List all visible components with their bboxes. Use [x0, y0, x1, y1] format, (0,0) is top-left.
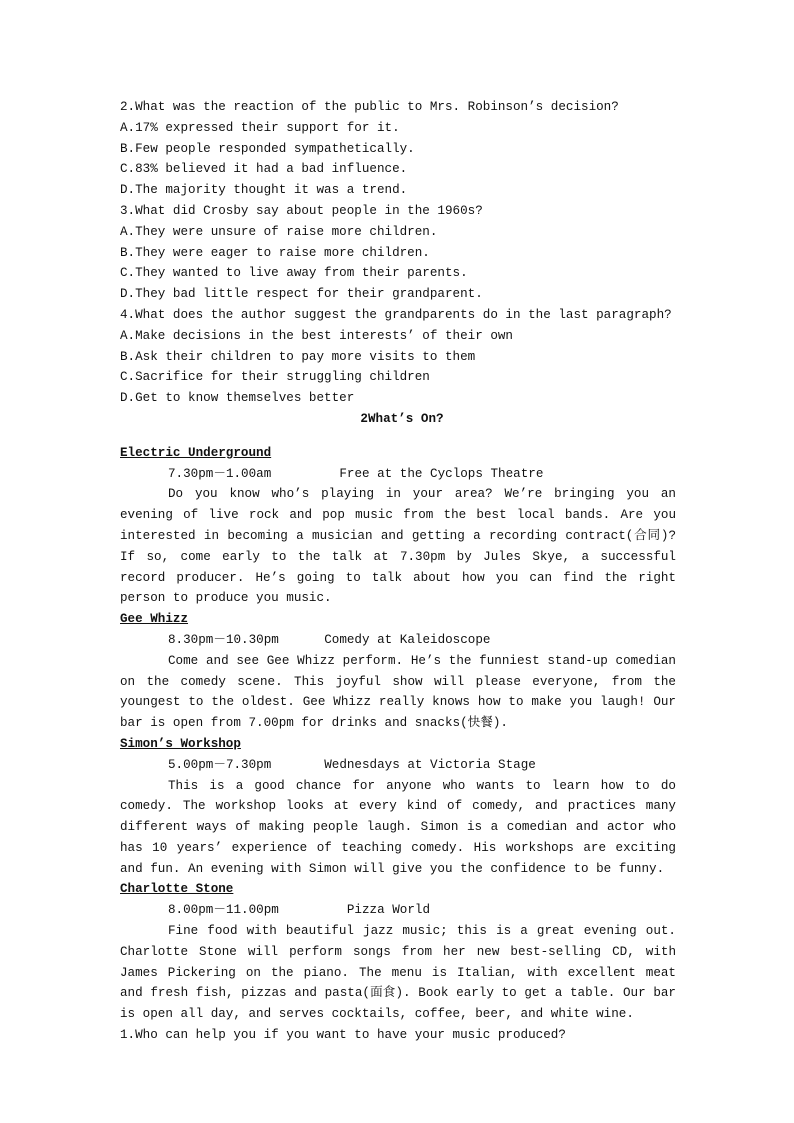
option-line: C.83% believed it had a bad influence. [120, 162, 408, 177]
option-line: B.They were eager to raise more children. [120, 245, 430, 260]
option-line: A.17% expressed their support for it. [120, 120, 400, 135]
event-heading: Gee Whizz [120, 612, 189, 627]
option-line: D.They bad little respect for their grandparent. [120, 287, 483, 302]
question-line: 1.Who can help you if you want to have your music produced? [120, 1028, 566, 1043]
event-block [120, 443, 676, 609]
event-block [120, 609, 676, 734]
option-line: D.The majority thought it was a trend. [120, 183, 408, 198]
event-time: 5.00pm－7.30pm [168, 757, 272, 772]
event-time: 8.00pm－11.00pm [168, 903, 279, 918]
event-description: Fine food with beautiful jazz music; this is a great evening out. Charlotte Stone will perform songs from her new best-selling CD, with James Pickering on the piano. The menu is Italian, with excellent meat and fresh fish, pizzas and pasta(面食). Book early to get a table. Our bar is open all day, and serves cocktails, coffee, beer, and white wine. [120, 924, 676, 1022]
event-meta [120, 630, 676, 651]
option-line: B.Few people responded sympathetically. [120, 141, 415, 156]
event-time: 7.30pm－1.00am [168, 466, 272, 481]
question-line: 4.What does the author suggest the grandparents do in the last paragraph? [120, 307, 672, 322]
option-line: B.Ask their children to pay more visits to them [120, 349, 476, 364]
option-line: C.Sacrifice for their struggling children [120, 370, 430, 385]
event-description: This is a good chance for anyone who wants to learn how to do comedy. The workshop looks at every kind of comedy, and practices many different ways of making people laugh. Simon is a comedian and actor who has 10 years’ experience of teaching comedy. His workshops are exciting and fun. An evening with Simon will give you the confidence to be funny. [120, 778, 676, 876]
event-description: Come and see Gee Whizz perform. He’s the funniest stand-up comedian on the comedy scene. This joyful show will please everyone, from the youngest to the oldest. Gee Whizz really knows how to make you laugh! Our bar is open from 7.00pm for drinks and snacks(快餐). [120, 653, 676, 731]
event-meta [120, 755, 676, 776]
event-block [120, 879, 676, 1025]
event-place: Pizza World [346, 903, 431, 918]
event-place: Comedy at Kaleidoscope [324, 632, 491, 647]
event-heading: Electric Underground [120, 445, 272, 460]
question-line: 2.What was the reaction of the public to Mrs. Robinson’s decision? [120, 100, 619, 114]
event-time: 8.30pm－10.30pm [168, 632, 279, 647]
event-place: Free at the Cyclops Theatre [339, 466, 544, 481]
document-content [120, 97, 676, 1046]
event-block [120, 734, 676, 880]
event-place: Wednesdays at Victoria Stage [324, 757, 536, 772]
blank-line [120, 430, 676, 443]
option-line: D.Get to know themselves better [120, 391, 355, 406]
option-line: A.Make decisions in the best interests’ of their own [120, 328, 513, 343]
option-line: C.They wanted to live away from their parents. [120, 266, 468, 281]
event-heading: Charlotte Stone [120, 882, 234, 897]
event-description: Do you know who’s playing in your area? We’re bringing you an evening of live rock and pop music from the best local bands. Are you interested in becoming a musician and getting a recording contract(合同)? If so, come early to the talk at 7.30pm by Jules Skye, a successful record producer. He’s going to talk about how you can find the right person to produce you music. [120, 487, 676, 606]
question-line: 3.What did Crosby say about people in the 1960s? [120, 203, 483, 218]
event-meta [120, 464, 676, 485]
event-meta [120, 900, 676, 921]
option-line: A.They were unsure of raise more children. [120, 224, 438, 239]
section-title: 2What’s On? [360, 411, 444, 426]
event-heading: Simon’s Workshop [120, 736, 241, 751]
